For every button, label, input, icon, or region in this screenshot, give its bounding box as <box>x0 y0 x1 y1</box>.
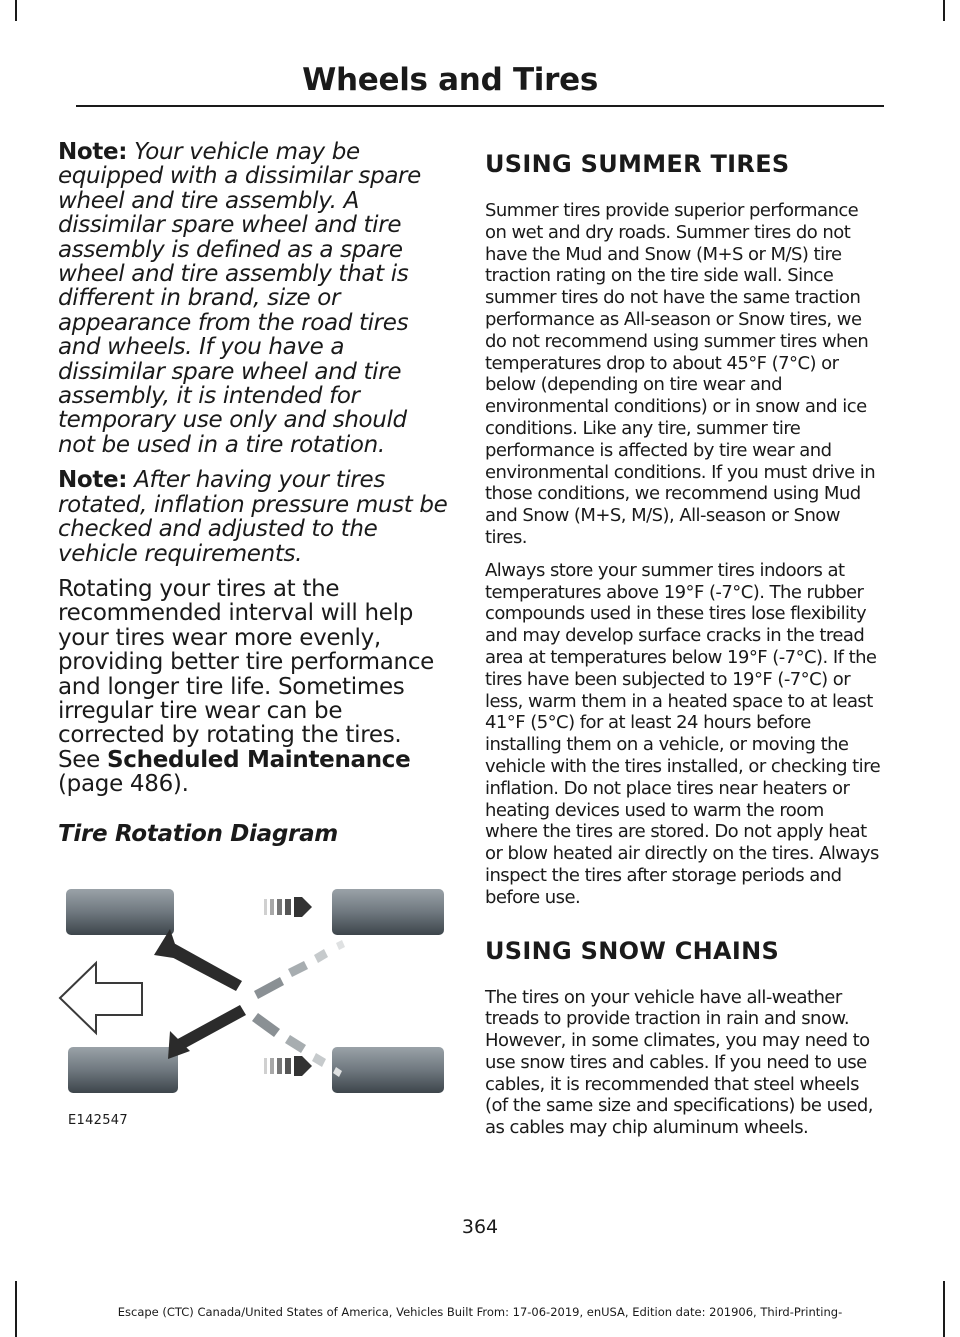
page-number: 364 <box>461 1216 499 1238</box>
diagonal-dashes-up <box>254 940 345 999</box>
diagonal-arrow-to-rear-left <box>168 1005 246 1059</box>
tire-rotation-diagram <box>58 863 450 1133</box>
summer-paragraph-2: Always store your summer tires indoors at temperatures above 19°F (-7°C). The rubber compounds used in these tires lose flexibility and may develop surface cracks in the tread area at temperatures below 19°F (-7°C). If the tires have been subjected to 19°F (-7°C) or less, warm them in a heated space to at least 41°F (5°C) for at least 24 hours before installing them on a vehicle, or moving the vehicle with the tires installed, or checking tire inflation. Do not place tires near heaters or heating devices used to warm the room where the tires are stored. Do not apply heat or blow heated air directly on the tires. Always inspect the tires after storage periods and before use. <box>485 559 881 908</box>
diagonal-arrow-to-front-left <box>154 929 242 991</box>
heading-snow-chains: USING SNOW CHAINS <box>485 936 780 965</box>
tire-front-right <box>332 889 444 935</box>
heading-summer-tires: USING SUMMER TIRES <box>485 150 790 178</box>
crop-mark-top-left <box>15 0 17 21</box>
page-header-title: Wheels and Tires <box>302 62 598 98</box>
front-to-rear-arrow-bottom-right <box>264 1056 312 1076</box>
forward-direction-arrow-icon <box>60 963 142 1033</box>
left-column <box>58 140 450 1133</box>
crop-mark-top-right <box>943 0 945 21</box>
tire-rear-right <box>332 1047 444 1093</box>
figure-code: E142547 <box>68 1112 128 1128</box>
diagram-title: Tire Rotation Diagram <box>58 820 338 847</box>
scheduled-maintenance-link[interactable]: Scheduled Maintenance <box>107 746 411 773</box>
note-inflation-pressure: Note: After having your tires rotated, inflation pressure must be checked and adjusted to the vehicle requirements. <box>58 467 448 567</box>
tire-front-left <box>66 889 174 935</box>
header-rule <box>76 105 884 107</box>
tire-rear-left <box>68 1047 178 1093</box>
footer-edition-info: Escape (CTC) Canada/United States of America, Vehicles Built From: 17-06-2019, enUSA, Edition date: 201906, Third-Printing- <box>117 1305 843 1319</box>
right-column <box>485 140 881 1150</box>
tire-rotation-illustration <box>58 863 450 1133</box>
rear-to-front-arrow-right-side <box>264 897 312 917</box>
summer-paragraph-1: Summer tires provide superior performance on wet and dry roads. Summer tires do not have the Mud and Snow (M+S or M/S) tire traction rating on the tire side wall. Since summer tires do not have the same traction performance as All-season or Snow tires, we do not recommend using summer tires when temperatures drop to about 45°F (7°C) or below (depending on tire wear and environmental conditions) or in snow and ice conditions. Like any tire, summer tire performance is affected by tire wear and environmental conditions. If you must drive in those conditions, we recommend using Mud and Snow (M+S, M/S), All-season or Snow tires. <box>485 200 876 548</box>
chains-paragraph-1: The tires on your vehicle have all-weather treads to provide traction in rain and snow. However, in some climates, you may need to use snow tires and cables. If you need to use cables, it is recommended that steel wheels (of the same size and specifications) be used, as cables may chip aluminum wheels. <box>485 986 873 1139</box>
rotating-paragraph: Rotating your tires at the recommended interval will help your tires wear more evenly, providing better tire performance and longer tire life. Sometimes irregular tire wear can be corrected by rotating the tires. See Scheduled Maintenance (page 486). <box>58 575 435 798</box>
note-dissimilar-spare: Note: Your vehicle may be equipped with a dissimilar spare wheel and tire assembly. A dissimilar spare wheel and tire assembly is defined as a spare wheel and tire assembly that is different in brand, size or appearance from the road tires and wheels. If you have a dissimilar spare wheel and tire assembly, it is intended for temporary use only and should not be used in a tire rotation. <box>58 139 421 458</box>
